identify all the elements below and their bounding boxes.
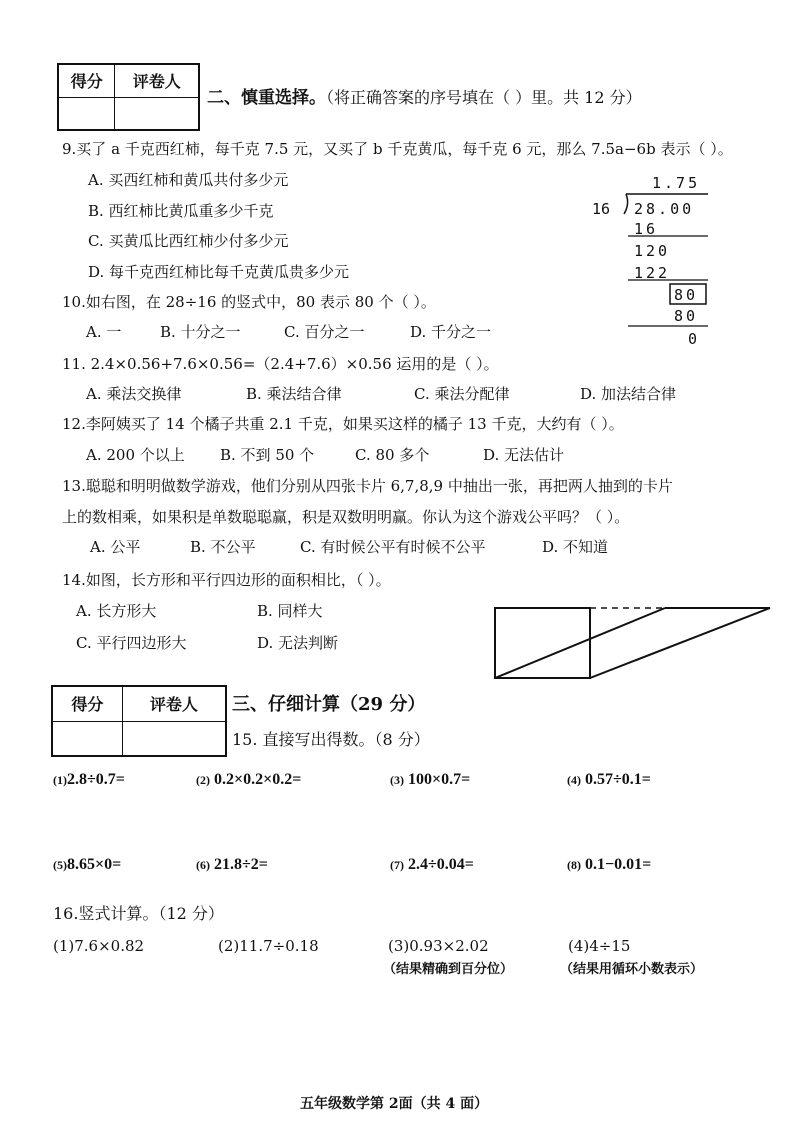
q15-item-7: (7) 2.4÷0.04=	[390, 856, 474, 873]
q14-stem: 14.如图，长方形和平行四边形的面积相比，（ ）。	[62, 571, 391, 589]
q10-option-a[interactable]: A. 一	[86, 323, 122, 341]
q10-option-b[interactable]: B. 十分之一	[160, 323, 241, 341]
q15-item-5: (5)8.65×0=	[53, 856, 122, 873]
q11-stem: 11. 2.4×0.56+7.6×0.56=（2.4+7.6）×0.56 运用的是（ ）。	[62, 355, 499, 373]
q11-option-b[interactable]: B. 乘法结合律	[246, 385, 342, 403]
q15-item-6: (6) 21.8÷2=	[196, 856, 268, 873]
rectangle-parallelogram-figure	[490, 600, 775, 685]
section-2-title: 二、慎重选择。	[207, 88, 326, 108]
q16-item-2: (2)11.7÷0.18	[218, 937, 319, 955]
q13-option-a[interactable]: A. 公平	[90, 538, 141, 556]
q12-option-b[interactable]: B. 不到 50 个	[220, 446, 315, 464]
q10-option-d[interactable]: D. 千分之一	[410, 323, 492, 341]
divisor: 16	[592, 200, 611, 218]
q14-option-b[interactable]: B. 同样大	[257, 602, 323, 620]
score-cell[interactable]	[52, 721, 122, 756]
grader-cell[interactable]	[122, 721, 226, 756]
q12-option-a[interactable]: A. 200 个以上	[86, 446, 185, 464]
page-footer: 五年级数学第 2面（共 4 面）	[300, 1096, 489, 1112]
grader-cell[interactable]	[115, 97, 199, 130]
step-4-boxed: 80	[674, 286, 699, 304]
dividend: 28.00	[634, 200, 695, 218]
q9-stem: 9.买了 a 千克西红柿，每千克 7.5 元，又买了 b 千克黄瓜，每千克 6 元，那么 7.5a−6b 表示（ ）。	[62, 140, 733, 158]
q16-item-4-note: （结果用循环小数表示）	[560, 962, 704, 977]
section-3-title: 三、仔细计算（29 分）	[232, 694, 426, 715]
q13-option-b[interactable]: B. 不公平	[190, 538, 256, 556]
step-5: 80	[674, 307, 699, 325]
q10-stem: 10.如右图，在 28÷16 的竖式中，80 表示 80 个（ ）。	[62, 293, 436, 311]
q14-option-c[interactable]: C. 平行四边形大	[76, 634, 187, 652]
q15-item-1: (1)2.8÷0.7=	[53, 771, 125, 788]
q11-option-a[interactable]: A. 乘法交换律	[86, 385, 182, 403]
division-lines	[590, 170, 720, 350]
q9-option-d[interactable]: D. 每千克西红柿比每千克黄瓜贵多少元	[88, 263, 350, 281]
q11-option-d[interactable]: D. 加法结合律	[580, 385, 677, 403]
q11-option-c[interactable]: C. 乘法分配律	[414, 385, 510, 403]
q13-option-d[interactable]: D. 不知道	[542, 538, 609, 556]
q12-option-d[interactable]: D. 无法估计	[483, 446, 565, 464]
q12-option-c[interactable]: C. 80 多个	[355, 446, 430, 464]
score-cell[interactable]	[58, 97, 115, 130]
grader-label: 评卷人	[115, 64, 199, 97]
q9-option-c[interactable]: C. 买黄瓜比西红柿少付多少元	[88, 232, 289, 250]
q16-item-3-note: （结果精确到百分位）	[383, 962, 514, 977]
score-box-2	[51, 685, 227, 757]
section-2-heading	[207, 88, 642, 108]
q15-item-4: (4) 0.57÷0.1=	[567, 771, 651, 788]
q15-title: 15. 直接写出得数。（8 分）	[232, 730, 430, 749]
q16-item-4: (4)4÷15	[568, 937, 631, 955]
q16-item-3: (3)0.93×2.02	[388, 937, 489, 955]
step-2: 120	[634, 242, 671, 260]
step-1: 16	[634, 220, 659, 238]
q16-item-1: (1)7.6×0.82	[53, 937, 145, 955]
score-box-1	[57, 63, 200, 131]
score-label: 得分	[58, 64, 115, 97]
q15-item-2: (2) 0.2×0.2×0.2=	[196, 771, 302, 788]
q16-title: 16.竖式计算。（12 分）	[53, 904, 224, 923]
quotient: 1.75	[652, 174, 701, 192]
long-division-figure	[590, 170, 720, 350]
q13-stem-line-2: 上的数相乘，如果积是单数聪聪赢，积是双数明明赢。你认为这个游戏公平吗？（ ）。	[62, 508, 630, 526]
score-label: 得分	[52, 686, 122, 721]
q9-option-b[interactable]: B. 西红柿比黄瓜重多少千克	[88, 202, 274, 220]
q9-option-a[interactable]: A. 买西红柿和黄瓜共付多少元	[88, 171, 289, 189]
section-2-instruction: （将正确答案的序号填在（ ）里。共 12 分）	[326, 88, 642, 107]
q14-option-a[interactable]: A. 长方形大	[76, 602, 157, 620]
q15-item-3: (3) 100×0.7=	[390, 771, 471, 788]
q10-option-c[interactable]: C. 百分之一	[284, 323, 365, 341]
step-6: 0	[688, 330, 698, 348]
q14-option-d[interactable]: D. 无法判断	[257, 634, 339, 652]
step-3: 122	[634, 264, 671, 282]
q15-item-8: (8) 0.1−0.01=	[567, 856, 652, 873]
q13-option-c[interactable]: C. 有时候公平有时候不公平	[300, 538, 486, 556]
q12-stem: 12.李阿姨买了 14 个橘子共重 2.1 千克，如果买这样的橘子 13 千克，大约有（ ）。	[62, 415, 624, 433]
q13-stem-line-1: 13.聪聪和明明做数学游戏，他们分别从四张卡片 6,7,8,9 中抽出一张，再把两人抽到的卡片	[62, 477, 673, 495]
grader-label: 评卷人	[122, 686, 226, 721]
